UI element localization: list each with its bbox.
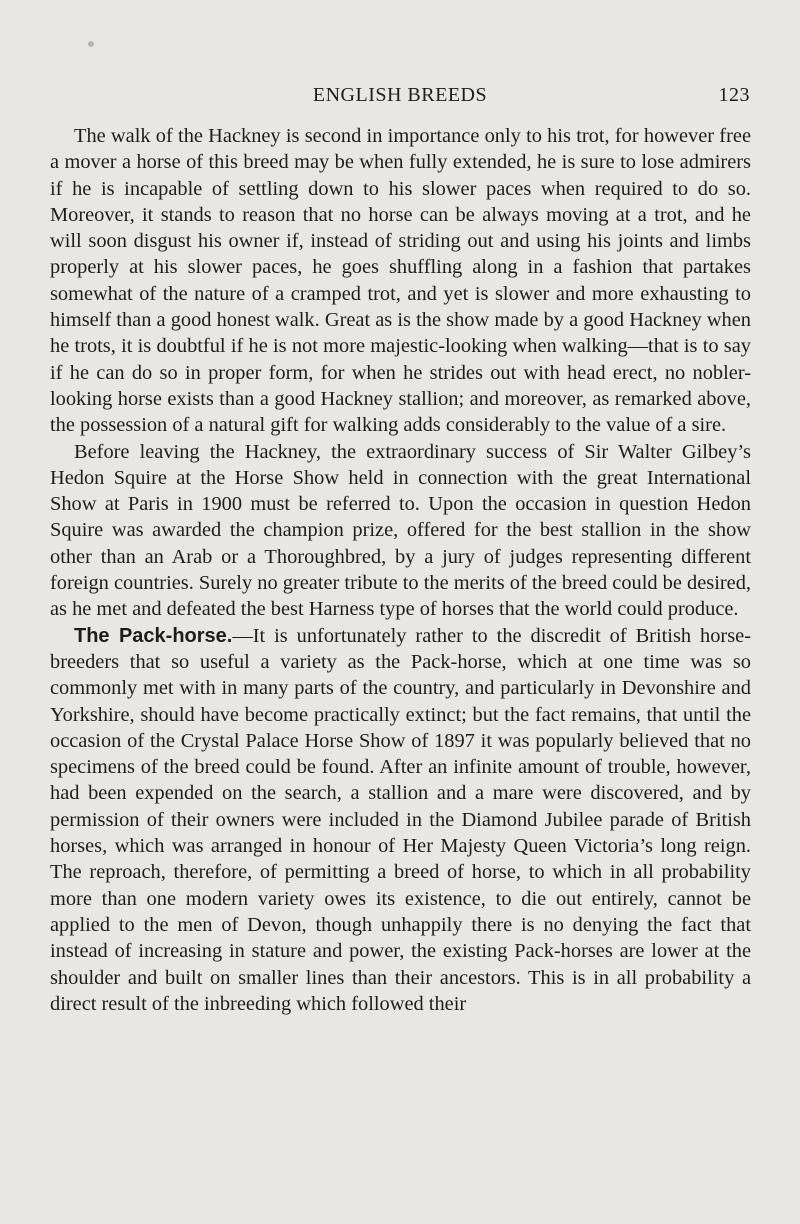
paragraph-hackney-walk: The walk of the Hackney is second in importance only to his trot, for however free a mover a horse of this breed may be when fully extended, he is sure to lose admirers if he is incapable of settling down to his slower paces when required to do so. Moreover, it stands to reason that no horse can be always moving at a trot, and he will soon disgust his owner if, instead of striding out and using his joints and limbs properly at his slower paces, he goes shuffling along in a fashion that partakes somewhat of the nature of a cramped trot, and yet is slower and more exhausting to himself than a good honest walk. Great as is the show made by a good Hackney when he trots, it is doubtful if he is not more majestic-looking when walking—that is to say if he can do so in proper form, for when he strides out with head erect, no nobler-looking horse exists than a good Hackney stallion; and moreover, as remarked above, the possession of a natural gift for walking adds considerably to the value of a sire.	[50, 125, 751, 437]
section-heading: The Pack-horse.	[74, 624, 233, 647]
paragraph-pack-horse	[50, 623, 751, 1017]
page-number: 123	[718, 84, 750, 106]
running-head	[0, 84, 800, 108]
page-blemish	[88, 41, 94, 47]
text-body	[50, 123, 751, 1017]
section-text: —It is unfortunately rather to the discredit of British horse-breeders that so useful a variety as the Pack-horse, which at one time was so commonly met with in many parts of the country, and particularly in Devonshire and Yorkshire, should have become practically extinct; but the fact remains, that until the occasion of the Crystal Palace Horse Show of 1897 it was popularly believed that no specimens of the breed could be found. After an infinite amount of trouble, however, had been expended on the search, a stallion and a mare were discovered, and by permission of their owners were included in the Diamond Jubilee parade of British horses, which was arranged in honour of Her Majesty Queen Victoria’s long reign. The reproach, therefore, of permitting a breed of horse, to which in all probability more than one modern variety owes its existence, to die out entirely, cannot be applied to the men of Devon, though unhappily there is no denying the fact that instead of increasing in stature and power, the existing Pack-horses are lower at the shoulder and built on smaller lines than their ancestors. This is in all probability a direct result of the inbreeding which followed their	[50, 624, 751, 1015]
paragraph-hedon-squire: Before leaving the Hackney, the extraordinary success of Sir Walter Gilbey’s Hedon Squire at the Horse Show held in connection with the great International Show at Paris in 1900 must be referred to. Upon the occasion in question Hedon Squire was awarded the champion prize, offered for the best stallion in the show other than an Arab or a Thoroughbred, by a jury of judges representing different foreign countries. Surely no greater tribute to the merits of the breed could be desired, as he met and defeated the best Harness type of horses that the world could produce.	[50, 440, 751, 621]
running-title: ENGLISH BREEDS	[312, 84, 488, 106]
